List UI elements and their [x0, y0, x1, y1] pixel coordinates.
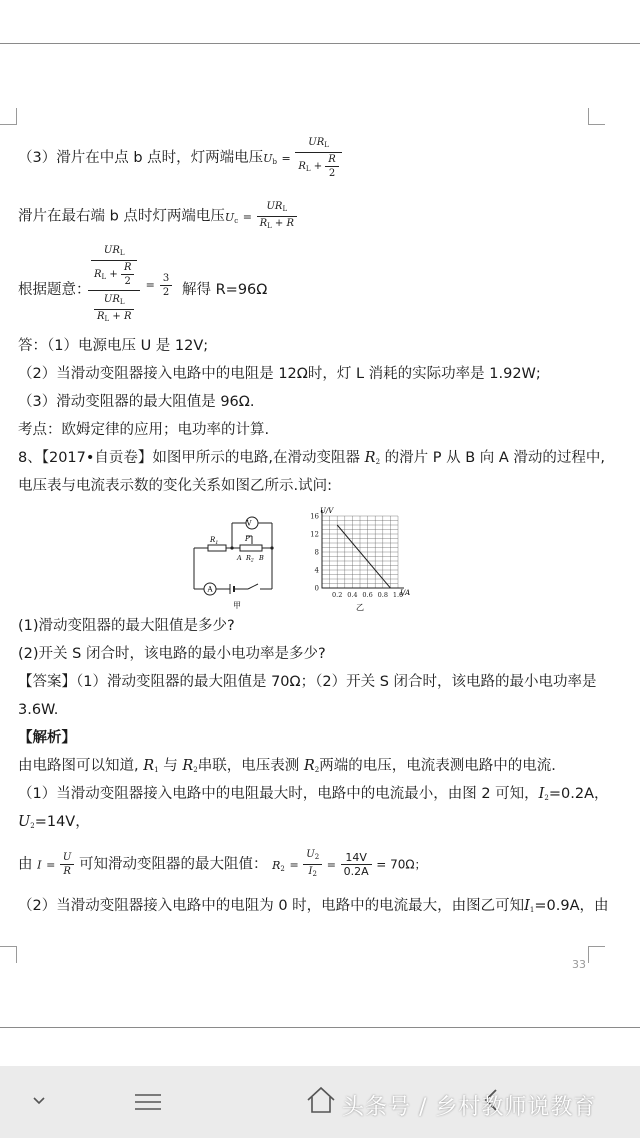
explanation-line-1: 由电路图可以知道, $R_1$ 与 $R_2$串联，电压表测 $R_2$两端的电压，电流表测电路中的电流. — [18, 758, 556, 774]
fraction-ratio — [88, 244, 140, 326]
x-tick-label: 0.8 — [377, 591, 388, 599]
fraction-u2-over-i2: $\frac{U_2}{I_2}$ — [303, 848, 322, 881]
y-tick-label: 8 — [314, 548, 319, 557]
answer-line-1: 答：（1）电源电压 U 是 12V; — [18, 338, 209, 354]
question-8-line-1: 8、【2017•自贡卷】如图甲所示的电路,在滑动变阻器 $R_2$ 的滑片 P 从 B 向 A 滑动的过程中, — [18, 450, 606, 466]
explanation-line-4: 由 I = $\frac{U}{R}$ 可知滑动变阻器的最大阻值： $R_2$ = $\frac{U_2}{I_2}$ = $\frac{14V}{0.2A}$ = 70Ω； — [18, 848, 427, 881]
svg-text:R1: $R_1$ — [210, 536, 219, 546]
equals-sign: = — [145, 278, 155, 292]
page-corner-bottom-left — [0, 946, 17, 963]
fraction-upper: $UR_L$ $R_L$ + $\frac{R}{2}$ — [91, 244, 137, 288]
r1-symbol: $R_1$ — [143, 758, 159, 774]
answer-continuation: 3.6W. — [18, 702, 59, 718]
circuit-diagram — [188, 508, 288, 612]
question-8-line-2: 电压表与电流表示数的变化关系如图乙所示.试问: — [18, 478, 332, 494]
fraction-uc: $\frac{UR_L}{R_L + R}$ — [257, 200, 297, 233]
top-divider — [0, 43, 640, 44]
y-tick-label: 0 — [314, 584, 319, 593]
ub-symbol: $U_b$ — [263, 152, 277, 166]
svg-text:A: A — [207, 585, 213, 594]
explanation-line-5: （2）当滑动变阻器接入电路中的电阻为 0 时，电路中的电流最大，由图乙可知$I_1=0.9A$，由 — [18, 898, 609, 914]
u2-symbol: $U_2$ — [18, 814, 35, 830]
answer-label-line: 【答案】（1）滑动变阻器的最大阻值是 70Ω；（2）开关 S 闭合时，该电路的最小电功率是 — [18, 674, 597, 690]
question-8-part-1: (1)滑动变阻器的最大阻值是多少? — [18, 618, 235, 634]
text: 根据题意： — [18, 282, 91, 298]
explanation-line-2: （1）当滑动变阻器接入电路中的电阻最大时，电路中的电流最小，由图 2 可知，$I_2=0.2A$， — [18, 786, 609, 802]
answer-line-3: （3）滑动变阻器的最大阻值是 96Ω. — [18, 394, 255, 410]
svg-text:A: A — [237, 554, 242, 562]
svg-text:甲: 甲 — [233, 601, 241, 610]
ratio-formula — [88, 244, 172, 326]
solve-text: 解得 R=96Ω — [182, 282, 268, 298]
doc-line-1 — [18, 136, 342, 180]
r2-symbol: $R_2$ — [364, 450, 381, 466]
text: （3）滑片在中点 b 点时，灯两端电压 — [18, 150, 264, 166]
svg-text:V: V — [246, 519, 252, 528]
r2-symbol-3: $R_2$ — [303, 758, 320, 774]
x-tick-label: 0.2 — [332, 591, 343, 599]
svg-text:B: B — [259, 554, 264, 562]
graph-axes — [322, 510, 404, 588]
x-tick-label: 0.6 — [362, 591, 373, 599]
menu-icon[interactable] — [134, 1092, 162, 1112]
axis-lines — [322, 510, 404, 588]
switch-s — [248, 584, 258, 589]
graph-caption: 乙 — [356, 603, 364, 612]
uc-symbol: $U_c$ — [224, 210, 239, 225]
explanation-line-3: $U_2=14V$， — [18, 814, 90, 830]
svg-text:P: P — [245, 535, 250, 543]
page-corner-top-right — [588, 108, 605, 125]
i1-symbol: $I_1$ — [524, 898, 535, 914]
fraction-r-half-2: $\frac{R}{2}$ — [121, 261, 135, 288]
y-tick-label: 16 — [310, 512, 319, 521]
watermark-text: 头条号 / 乡村教师说教育 — [342, 1095, 597, 1120]
text: 滑片在最右端 b 点时灯两端电压 — [18, 208, 225, 225]
y-tick-label: 12 — [310, 530, 319, 539]
fraction-three-halves: $\frac{3}{2}$ — [160, 272, 172, 299]
fraction-u-over-r: $\frac{U}{R}$ — [60, 851, 74, 878]
page-corner-top-left — [0, 108, 17, 125]
u-i-graph — [298, 504, 420, 614]
doc-line-2 — [18, 200, 297, 233]
x-tick-label: 0.4 — [347, 591, 358, 599]
r2-result-symbol: $R_2$ — [272, 858, 285, 873]
fraction-14-over-02: $\frac{14V}{0.2A}$ — [341, 851, 372, 878]
resistor-r2 — [240, 545, 262, 551]
i-symbol: I — [37, 858, 42, 872]
fraction-ub: $UR_L$ $R_L$ + $\frac{R}{2}$ — [295, 136, 341, 180]
equals-sign: = — [281, 152, 291, 165]
graph-ylabel: U/V — [320, 507, 334, 515]
x-tick-label: 1.0 — [392, 591, 404, 599]
i2-symbol: $I_2$ — [538, 786, 549, 802]
answer-line-2: （2）当滑动变阻器接入电路中的电阻是 12Ω时，灯 L 消耗的实际功率是 1.92W; — [18, 366, 541, 382]
r2-symbol-2: $R_2$ — [182, 758, 198, 774]
fraction-lower: $\frac{UR_L}{R_L + R}$ — [94, 293, 134, 326]
chevron-down-icon[interactable] — [32, 1096, 46, 1106]
home-icon[interactable] — [306, 1086, 336, 1114]
page-number: 33 — [572, 958, 586, 971]
question-8-part-2: (2)开关 S 闭合时，该电路的最小电功率是多少? — [18, 646, 326, 662]
doc-line-3 — [18, 280, 91, 300]
equals-sign: = — [242, 210, 252, 224]
bottom-divider — [0, 1027, 640, 1028]
graph-xlabel: I/A — [400, 589, 411, 597]
fraction-r-half: $\frac{R}{2}$ — [325, 153, 339, 180]
jiexi-label: 【解析】 — [18, 730, 76, 746]
svg-text:R2: $R_2$ — [246, 554, 254, 564]
y-tick-label: 4 — [314, 566, 319, 575]
kaodian-line: 考点：欧姆定律的应用；电功率的计算. — [18, 422, 270, 438]
page-corner-bottom-right — [588, 946, 605, 963]
